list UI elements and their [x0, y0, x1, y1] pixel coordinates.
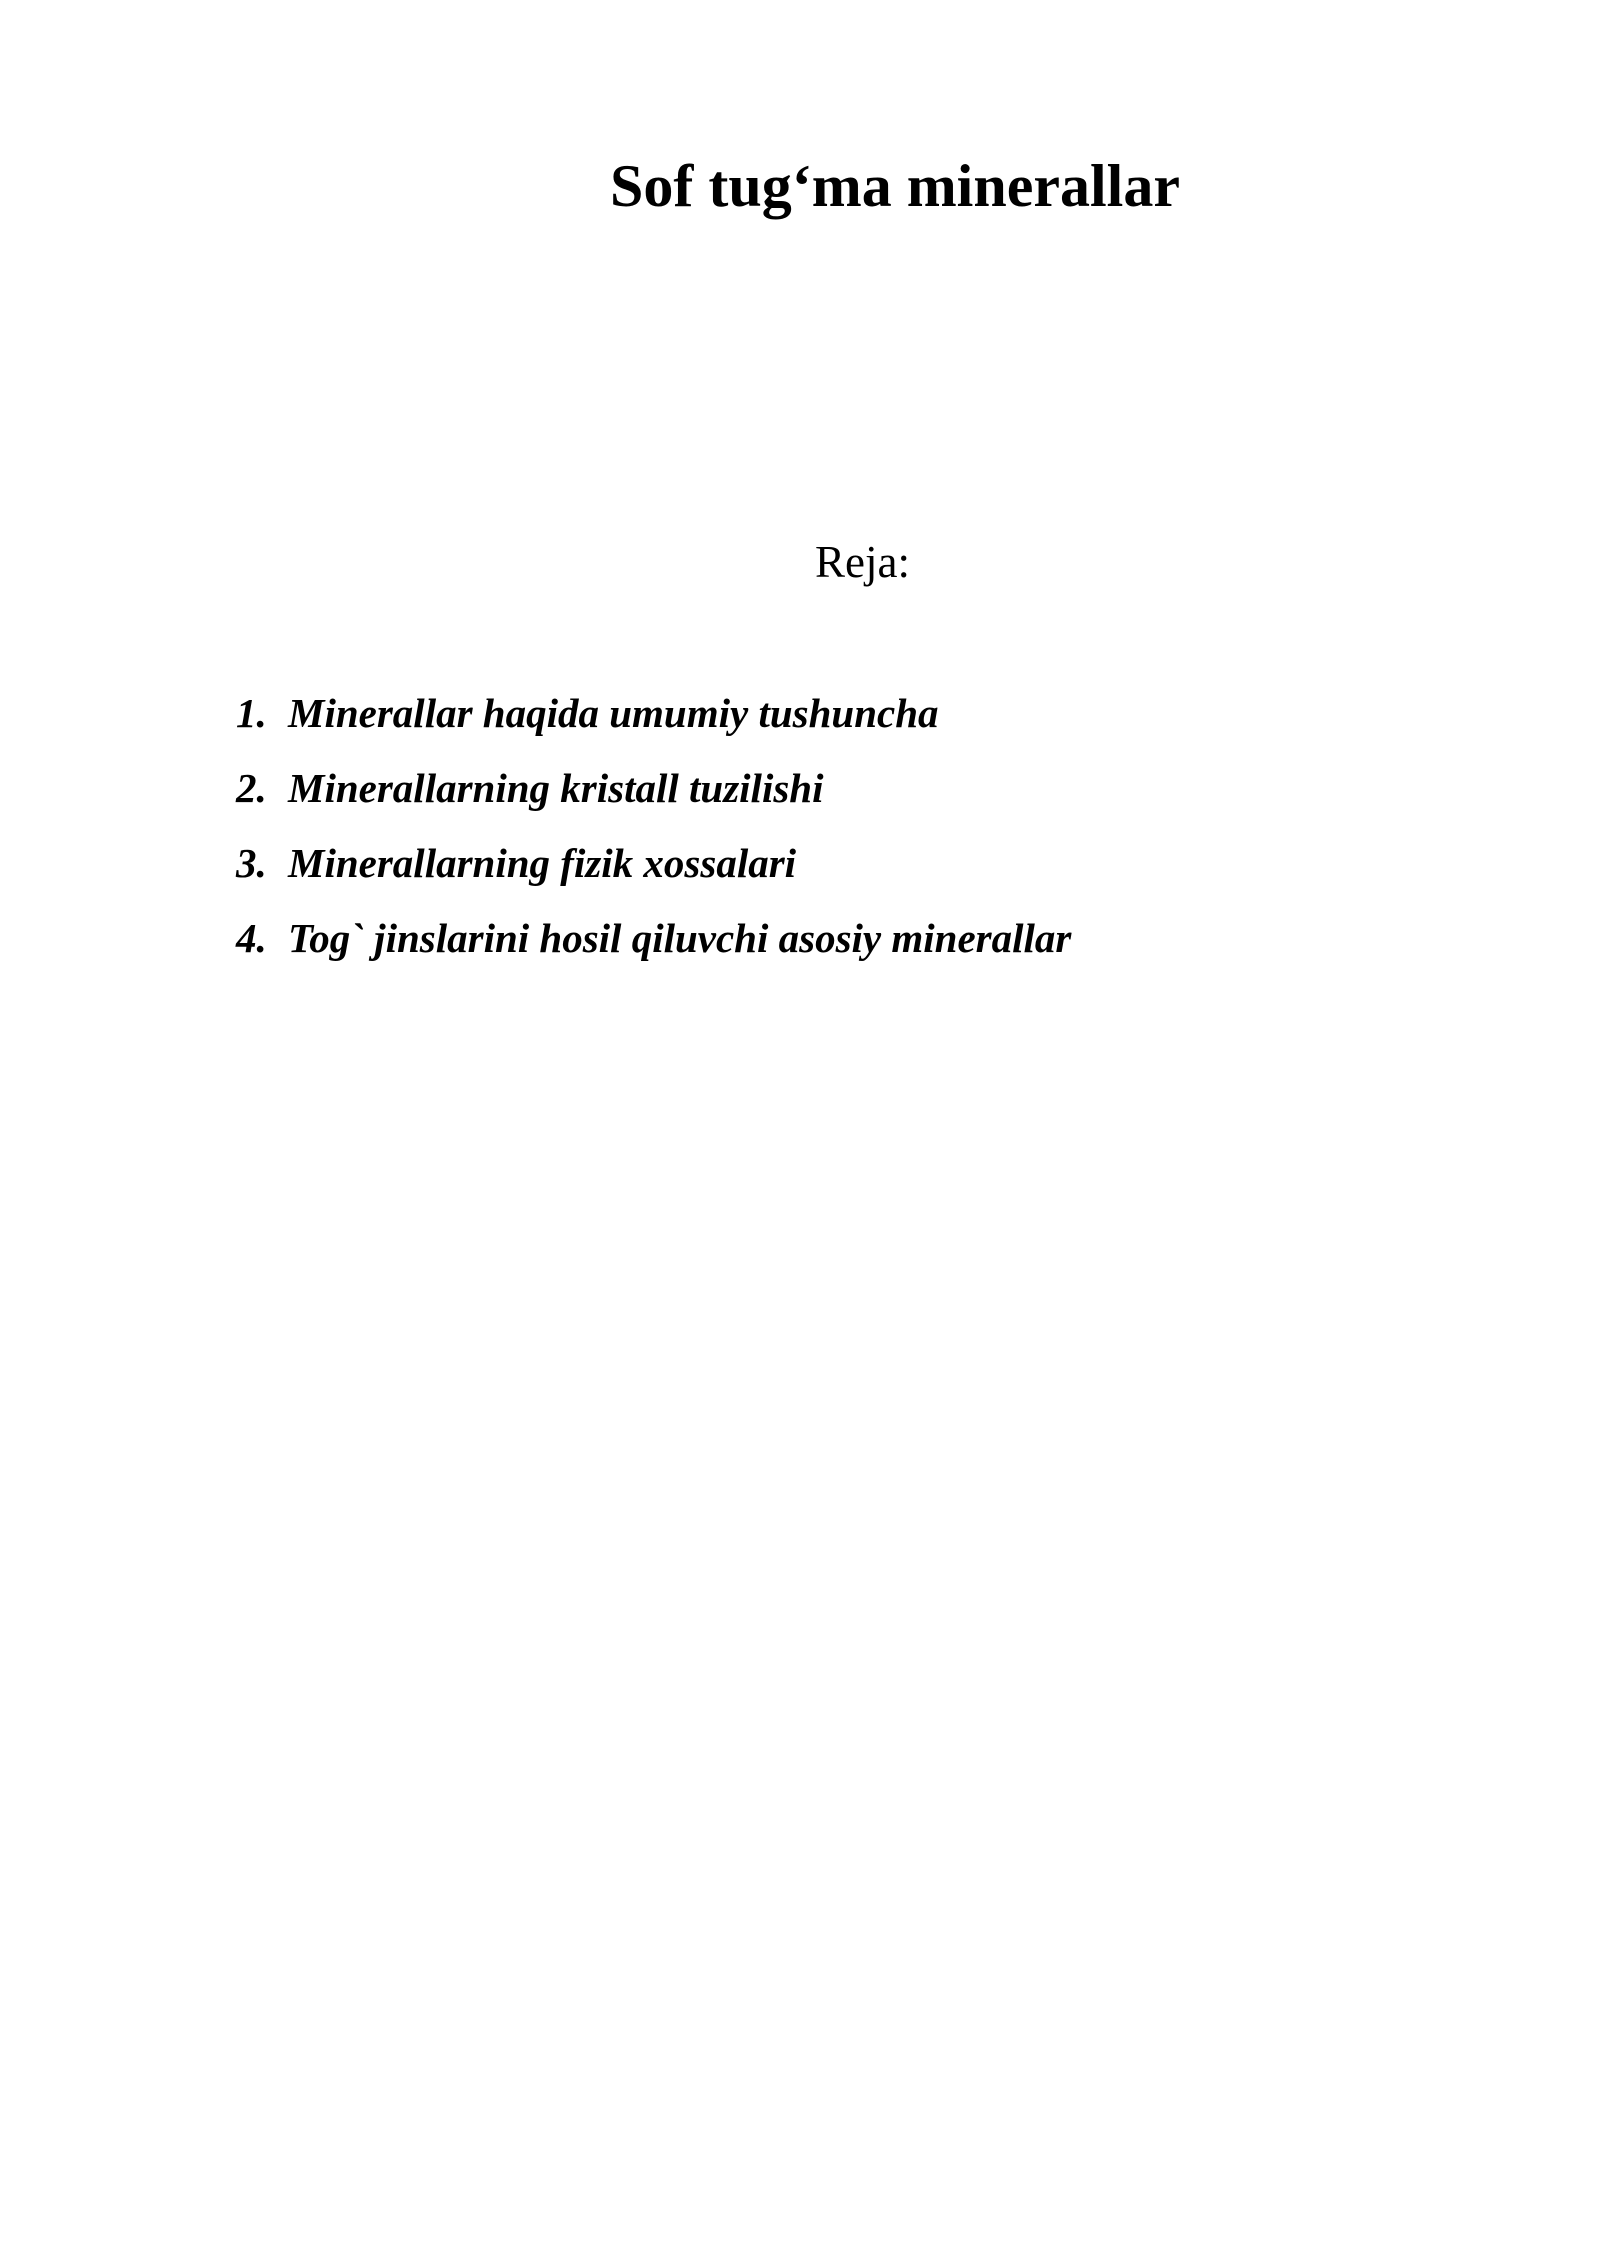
plan-item-text: Minerallarning kristall tuzilishi	[288, 765, 824, 811]
plan-item-number: 2.	[236, 765, 267, 811]
plan-item-number: 1.	[236, 690, 267, 736]
plan-item-number: 3.	[236, 840, 267, 886]
plan-item	[236, 760, 1071, 835]
plan-item-number: 4.	[236, 915, 267, 961]
plan-item	[236, 835, 1071, 910]
plan-item-text: Tog` jinslarini hosil qiluvchi asosiy minerallar	[288, 915, 1072, 961]
plan-item	[236, 685, 1071, 760]
plan-item-text: Minerallar haqida umumiy tushuncha	[288, 690, 939, 736]
document-title: Sof tug‘ma minerallar	[610, 153, 1180, 219]
plan-item-text: Minerallarning fizik xossalari	[288, 840, 797, 886]
plan-list	[236, 685, 1071, 985]
plan-item	[236, 910, 1071, 985]
plan-heading: Reja:	[815, 537, 910, 587]
